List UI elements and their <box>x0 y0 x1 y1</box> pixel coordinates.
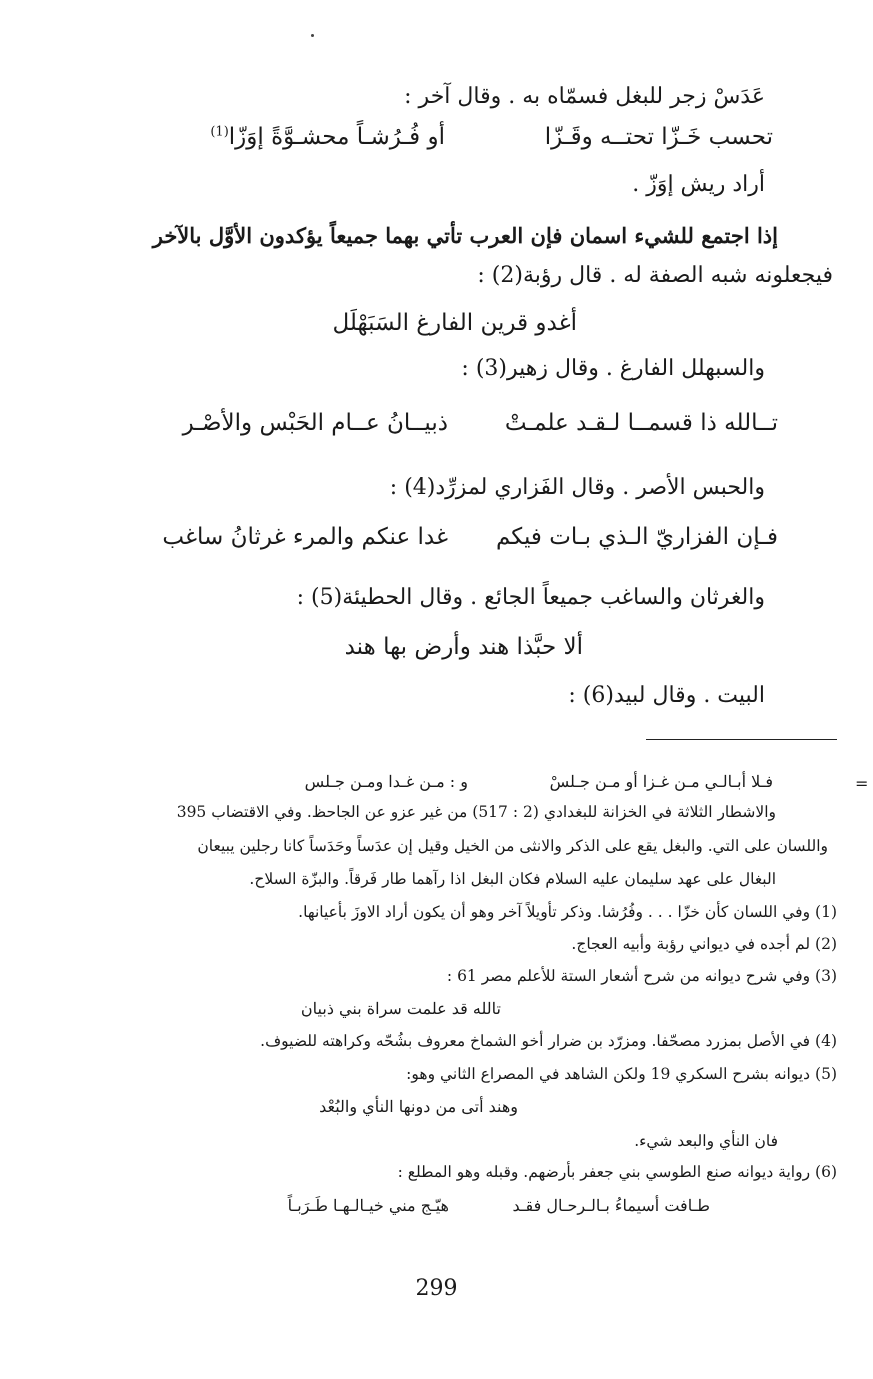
verse-1-first-hemistich: تحسب خَـزّا تحتــه وقَـزّا <box>544 124 773 150</box>
footnote-cont-line-2: والاشطار الثلاثة في الخزانة للبغدادي (2 : 517) من غير عزو عن الجاحظ. وفي الاقتضاب 395 <box>176 803 776 821</box>
page-number: 299 <box>415 1276 458 1301</box>
verse-4-second-hemistich: غدا عنكم والمرء غرثانُ ساغب <box>162 524 448 550</box>
footnote-5-tail: فان النأي والبعد شيء. <box>634 1132 778 1150</box>
verse-3-second-hemistich: ذبيــانُ عــام الحَبْس والأصْـر <box>182 410 448 436</box>
footnote-6-verse-second: هيّـج مني خيـالـهـا طَـرَبـاً <box>287 1196 449 1215</box>
footnote-ref-1: (1) <box>210 124 229 140</box>
body-line-13: البيت . وقال لبيد(6) : <box>568 683 765 708</box>
page-speck <box>311 34 314 37</box>
footnote-2: (2) لم أجده في ديواني رؤبة وأبيه العجاج. <box>571 935 837 953</box>
footnote-4: (4) في الأصل بمزرد مصحّفا. ومزرّد بن ضرار أخو الشماخ معروف بشُحّه وكراهته للضيوف. <box>260 1032 837 1050</box>
footnote-5: (5) ديوانه بشرح السكري 19 ولكن الشاهد في المصراع الثاني وهو: <box>406 1065 837 1083</box>
footnote-3-verse: تالله قد علمت سراة بني ذبيان <box>300 999 501 1018</box>
footnote-cont-line-4: البغال على عهد سليمان عليه السلام فكان البغل اذا رآهما طار فَرقاً. والبزّة السلاح. <box>249 870 776 888</box>
verse-2: أغدو قرين الفارغ السَبَهْلَل <box>332 310 577 336</box>
body-line-7: والسبهلل الفارغ . وقال زهير(3) : <box>461 356 765 381</box>
verse-1-second-hemistich-text: أو فُـرُشـاً محشـوَّةً إوَزّا <box>228 124 445 150</box>
body-line-5: فيجعلونه شبه الصفة له . قال رؤبة(2) : <box>477 263 833 288</box>
verse-1-second-hemistich <box>210 124 445 150</box>
body-line-9: والحبس الأصر . وقال الفَزاري لمزرِّد(4) : <box>389 475 765 500</box>
footnote-cont-verse-first: فـلا أبـالـي مـن غـزا أو مـن جـلسْ <box>549 772 773 791</box>
footnote-cont-verse-second: و : مـن غـدا ومـن جـلس <box>304 772 468 791</box>
footnote-6-verse-first: طـافت أسيماءُ بـالـرحـال فقـد <box>512 1196 710 1215</box>
body-line-11: والغرثان والساغب جميعاً الجائع . وقال الحطيئة(5) : <box>296 585 765 610</box>
footnote-1: (1) وفي اللسان كأن خزّا . . . وفُرُشا. وذكر تأويلاً آخر وهو أن يكون أراد الاوزَ بأعيانها. <box>298 903 837 921</box>
verse-5: ألا حبَّذا هند وأرض بها هند <box>344 634 583 660</box>
body-line-3: أراد ريش إوَزّ . <box>632 172 765 197</box>
footnote-3: (3) وفي شرح ديوانه من شرح أشعار الستة للأعلم مصر 61 : <box>446 967 837 985</box>
verse-4-first-hemistich: فـإن الفزاريّ الـذي بـات فيكم <box>495 524 778 550</box>
verse-3-first-hemistich: تــالله ذا قسمــا لـقـد علمـتْ <box>504 410 778 436</box>
footnote-5-verse: وهند أتى من دونها النأي والبُعْد <box>319 1097 518 1116</box>
continuation-mark: = <box>855 774 869 793</box>
footnote-separator <box>646 739 837 740</box>
footnote-6: (6) رواية ديوانه صنع الطوسي بني جعفر بأرضهم. وقبله وهو المطلع : <box>397 1163 837 1181</box>
body-line-1: عَدَسْ زجر للبغل فسمّاه به . وقال آخر : <box>404 84 765 109</box>
section-heading: إذا اجتمع للشيء اسمان فإن العرب تأتي بهما جميعاً يؤكدون الأوَّل بالآخر <box>152 223 778 248</box>
footnote-cont-line-3: واللسان على التي. والبغل يقع على الذكر والانثى من الخيل وقيل إن عدَساً وحَدَساً كانا رجلين يبيعان <box>197 837 828 855</box>
